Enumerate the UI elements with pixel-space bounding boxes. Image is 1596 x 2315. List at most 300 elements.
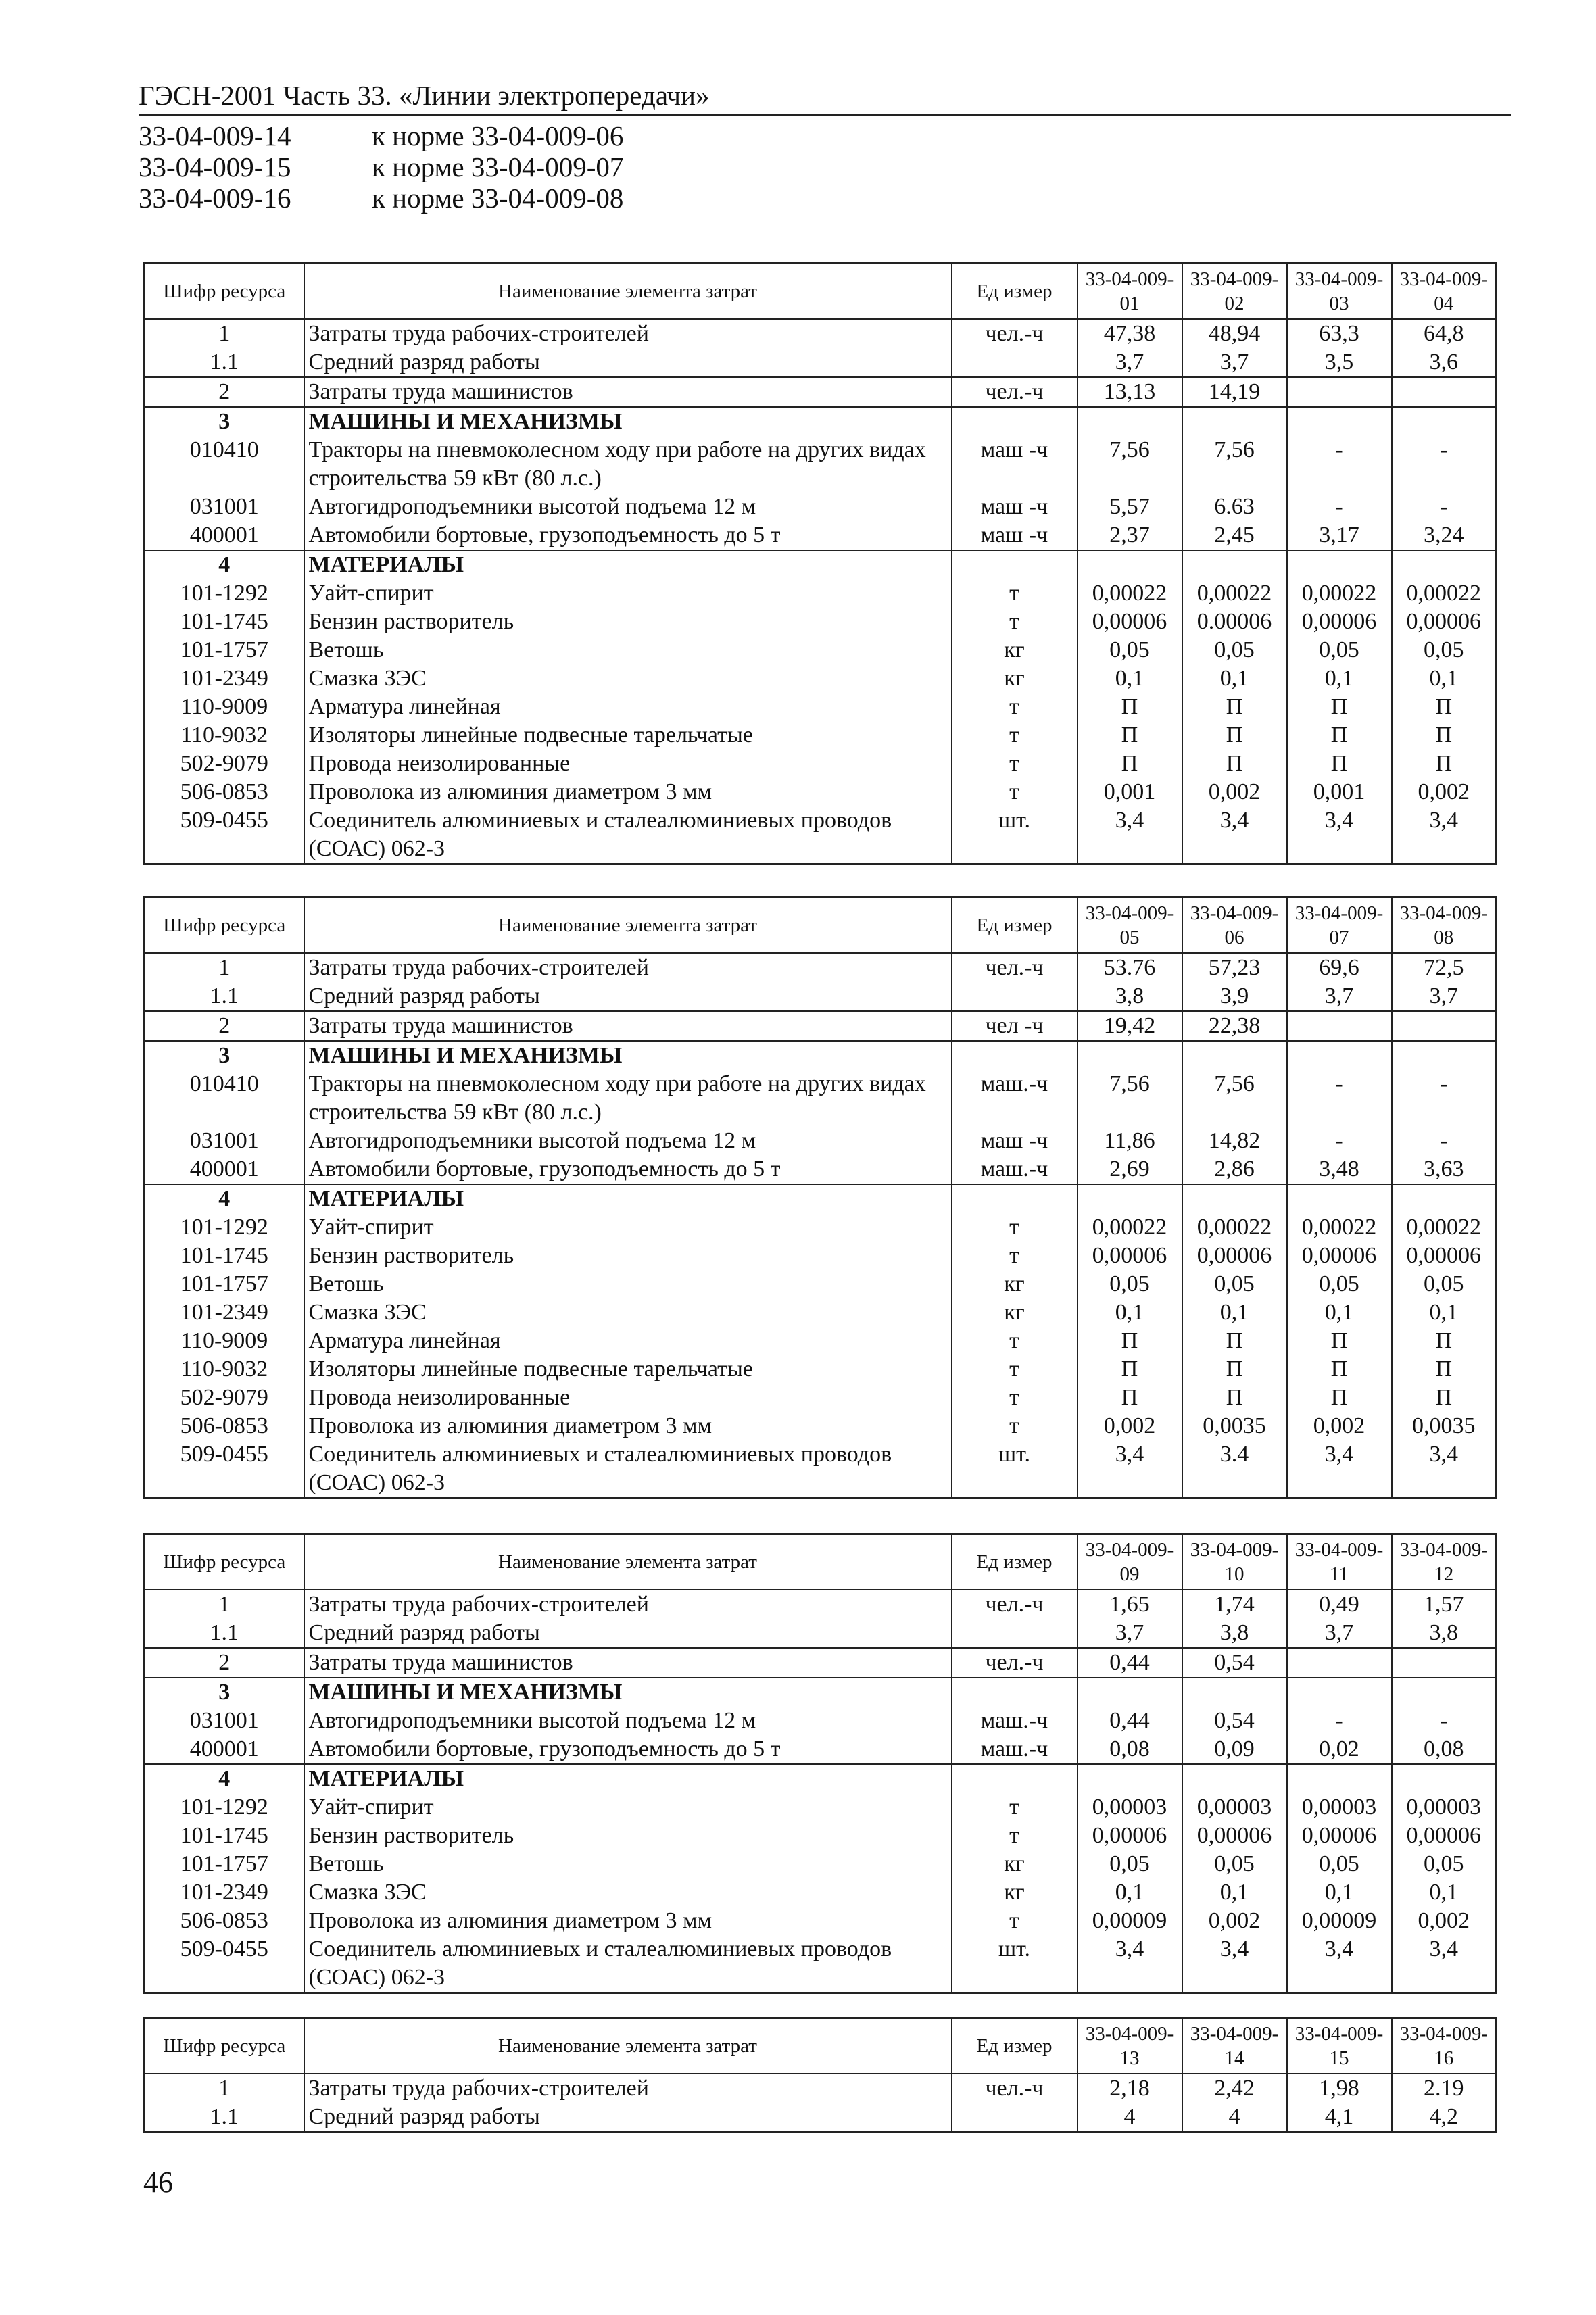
resource-code: 101-1745: [145, 1242, 304, 1270]
resource-value: [1078, 407, 1182, 436]
resource-code: 3: [145, 1678, 304, 1707]
resource-table: [143, 262, 1497, 865]
resource-code: 509-0455: [145, 1935, 304, 1993]
resource-value: 22,38: [1182, 1011, 1287, 1041]
resource-value: [1078, 1678, 1182, 1707]
resource-value: 0,00006: [1392, 1242, 1497, 1270]
table-row: [145, 1412, 1497, 1440]
resource-name: Затраты труда рабочих-строителей: [304, 319, 952, 348]
table-row: [145, 1907, 1497, 1935]
resource-value: 0,00022: [1078, 1213, 1182, 1242]
resource-value: 0,002: [1182, 778, 1287, 806]
resource-value: 0,00003: [1078, 1793, 1182, 1822]
resource-value: 0,05: [1182, 1850, 1287, 1878]
resource-value: 0,1: [1078, 1878, 1182, 1907]
resource-value: П: [1392, 693, 1497, 721]
resource-value: 0,00006: [1392, 1822, 1497, 1850]
resource-value: 0,00003: [1392, 1793, 1497, 1822]
resource-value: 0,00006: [1287, 1822, 1392, 1850]
resource-unit: [952, 2103, 1078, 2133]
resource-value: 3,4: [1392, 1440, 1497, 1498]
resource-value: 0,00009: [1078, 1907, 1182, 1935]
resource-value: 3,4: [1392, 1935, 1497, 1993]
resource-unit: маш.-ч: [952, 1735, 1078, 1764]
resource-value: 3,4: [1182, 806, 1287, 864]
resource-unit: [952, 1041, 1078, 1070]
header-code: Шифр ресурса: [145, 1534, 304, 1590]
resource-value: [1287, 1041, 1392, 1070]
table-row: [145, 636, 1497, 664]
resource-code: 110-9009: [145, 1327, 304, 1355]
resource-code: 3: [145, 1041, 304, 1070]
header-norm-code: 33-04-009-05: [1078, 898, 1182, 954]
resource-value: [1392, 1678, 1497, 1707]
resource-value: 3,6: [1392, 348, 1497, 377]
table-row: [145, 407, 1497, 436]
table-row: [145, 348, 1497, 377]
resource-code: 101-2349: [145, 664, 304, 693]
resource-table: [143, 896, 1497, 1499]
resource-value: 2,69: [1078, 1155, 1182, 1184]
resource-value: [1287, 1184, 1392, 1213]
resource-unit: маш -ч: [952, 493, 1078, 521]
reference-norm: к норме 33-04-009-06: [372, 120, 624, 151]
resource-value: 2,37: [1078, 521, 1182, 550]
table-row: [145, 1270, 1497, 1298]
resource-value: П: [1078, 1327, 1182, 1355]
resource-name: Средний разряд работы: [304, 2103, 952, 2133]
resource-value: 11,86: [1078, 1127, 1182, 1155]
resource-value: 0,44: [1078, 1648, 1182, 1678]
resource-value: 0,00022: [1182, 579, 1287, 608]
header-norm-code: 33-04-009-11: [1287, 1534, 1392, 1590]
table-row: [145, 693, 1497, 721]
resource-name: Автогидроподъемники высотой подъема 12 м: [304, 1707, 952, 1735]
resource-table: [143, 1533, 1497, 1994]
resource-code: 101-1745: [145, 608, 304, 636]
reference-norm: к норме 33-04-009-08: [372, 182, 624, 214]
resource-name: Средний разряд работы: [304, 982, 952, 1011]
resource-unit: кг: [952, 1270, 1078, 1298]
resource-value: 0,0035: [1182, 1412, 1287, 1440]
header-norm-code: 33-04-009-07: [1287, 898, 1392, 954]
resource-value: 0,02: [1287, 1735, 1392, 1764]
resource-unit: т: [952, 778, 1078, 806]
resource-unit: шт.: [952, 1440, 1078, 1498]
resource-name: Проволока из алюминия диаметром 3 мм: [304, 1907, 952, 1935]
header-norm-code: 33-04-009-15: [1287, 2018, 1392, 2074]
header-unit: Ед измер: [952, 264, 1078, 320]
resource-code: 1.1: [145, 982, 304, 1011]
resource-value: 0,00022: [1287, 579, 1392, 608]
resource-unit: маш -ч: [952, 436, 1078, 493]
header-name: Наименование элемента затрат: [304, 2018, 952, 2074]
table-row: [145, 1184, 1497, 1213]
table-header-row: [145, 898, 1497, 954]
resource-value: 2,42: [1182, 2074, 1287, 2103]
header-code: Шифр ресурса: [145, 264, 304, 320]
page-header: [139, 80, 1511, 116]
resource-name: Затраты труда рабочих-строителей: [304, 1590, 952, 1619]
resource-value: 0,1: [1392, 1878, 1497, 1907]
resource-name: Затраты труда машинистов: [304, 377, 952, 407]
resource-value: 48,94: [1182, 319, 1287, 348]
resource-code: 506-0853: [145, 1412, 304, 1440]
resource-value: 7,56: [1182, 1070, 1287, 1127]
resource-name: Изоляторы линейные подвесные тарельчатые: [304, 721, 952, 750]
resource-value: 2.19: [1392, 2074, 1497, 2103]
resource-value: 3,7: [1392, 982, 1497, 1011]
resource-value: [1078, 1184, 1182, 1213]
resource-value: 13,13: [1078, 377, 1182, 407]
resource-code: 4: [145, 550, 304, 579]
table-row: [145, 1155, 1497, 1184]
table-row: [145, 521, 1497, 550]
resource-code: 2: [145, 1648, 304, 1678]
resource-value: 4: [1182, 2103, 1287, 2133]
resource-value: 4: [1078, 2103, 1182, 2133]
resource-value: 3,8: [1078, 982, 1182, 1011]
resource-value: [1392, 550, 1497, 579]
resource-value: 72,5: [1392, 953, 1497, 982]
resource-code: 1: [145, 1590, 304, 1619]
resource-unit: чел.-ч: [952, 377, 1078, 407]
resource-value: 0,00006: [1078, 608, 1182, 636]
resource-value: [1182, 407, 1287, 436]
resource-value: 0,09: [1182, 1735, 1287, 1764]
resource-value: [1182, 550, 1287, 579]
resource-name: Арматура линейная: [304, 1327, 952, 1355]
reference-code: 33-04-009-16: [139, 182, 291, 214]
resource-value: 0,00009: [1287, 1907, 1392, 1935]
resource-code: 101-2349: [145, 1878, 304, 1907]
resource-value: П: [1392, 750, 1497, 778]
table-row: [145, 1327, 1497, 1355]
resource-code: 031001: [145, 1127, 304, 1155]
resource-name: Соединитель алюминиевых и сталеалюминиевых проводов (СОАС) 062-3: [304, 1440, 952, 1498]
resource-value: [1392, 377, 1497, 407]
page-number: 46: [143, 2166, 173, 2199]
resource-value: 0,44: [1078, 1707, 1182, 1735]
table-row: [145, 1764, 1497, 1793]
resource-unit: т: [952, 1327, 1078, 1355]
resource-value: 3,4: [1287, 806, 1392, 864]
resource-value: -: [1287, 436, 1392, 493]
resource-value: 47,38: [1078, 319, 1182, 348]
table-row: [145, 1384, 1497, 1412]
resource-value: 3,4: [1078, 1935, 1182, 1993]
resource-value: П: [1182, 750, 1287, 778]
resource-code: 400001: [145, 1735, 304, 1764]
resource-unit: [952, 1678, 1078, 1707]
resource-code: 101-1292: [145, 579, 304, 608]
resource-value: 0,05: [1287, 636, 1392, 664]
resource-value: 3,7: [1182, 348, 1287, 377]
header-name: Наименование элемента затрат: [304, 898, 952, 954]
resource-unit: [952, 1184, 1078, 1213]
table-row: [145, 1707, 1497, 1735]
resource-code: 1.1: [145, 1619, 304, 1648]
resource-value: 0,05: [1287, 1850, 1392, 1878]
resource-value: 0,05: [1287, 1270, 1392, 1298]
resource-value: 0,00003: [1287, 1793, 1392, 1822]
resource-value: 0,00006: [1287, 608, 1392, 636]
resource-value: 19,42: [1078, 1011, 1182, 1041]
resource-unit: [952, 348, 1078, 377]
table-header-row: [145, 2018, 1497, 2074]
table-row: [145, 1011, 1497, 1041]
resource-value: [1078, 1764, 1182, 1793]
table-row: [145, 1355, 1497, 1384]
reference-code: 33-04-009-14: [139, 120, 291, 151]
resource-value: 3,7: [1287, 982, 1392, 1011]
resource-code: 1: [145, 319, 304, 348]
resource-name: Уайт-спирит: [304, 1793, 952, 1822]
resource-value: -: [1392, 1707, 1497, 1735]
resource-value: 0,05: [1392, 636, 1497, 664]
resource-value: 0,05: [1182, 636, 1287, 664]
resource-value: -: [1392, 1127, 1497, 1155]
resource-unit: маш.-ч: [952, 1707, 1078, 1735]
table-row: [145, 436, 1497, 493]
resource-value: [1078, 1041, 1182, 1070]
resource-value: 0,05: [1078, 1850, 1182, 1878]
resource-name: МАТЕРИАЛЫ: [304, 550, 952, 579]
resource-value: 64,8: [1392, 319, 1497, 348]
resource-value: 3,4: [1182, 1935, 1287, 1993]
resource-unit: шт.: [952, 1935, 1078, 1993]
resource-value: 0,05: [1078, 636, 1182, 664]
resource-value: П: [1182, 1384, 1287, 1412]
header-norm-code: 33-04-009-13: [1078, 2018, 1182, 2074]
resource-name: Смазка ЗЭС: [304, 1878, 952, 1907]
resource-value: 0,05: [1182, 1270, 1287, 1298]
table-row: [145, 1440, 1497, 1498]
table-row: [145, 1242, 1497, 1270]
header-unit: Ед измер: [952, 898, 1078, 954]
resource-value: 0,54: [1182, 1648, 1287, 1678]
resource-value: 0,08: [1392, 1735, 1497, 1764]
table-row: [145, 1127, 1497, 1155]
resource-value: 5,57: [1078, 493, 1182, 521]
resource-name: Арматура линейная: [304, 693, 952, 721]
resource-value: 1,74: [1182, 1590, 1287, 1619]
resource-value: 3,9: [1182, 982, 1287, 1011]
resource-code: 101-2349: [145, 1298, 304, 1327]
resource-value: П: [1392, 1355, 1497, 1384]
resource-value: -: [1392, 1070, 1497, 1127]
header-norm-code: 33-04-009-03: [1287, 264, 1392, 320]
resource-name: Автомобили бортовые, грузоподъемность до 5 т: [304, 1735, 952, 1764]
resource-value: П: [1287, 721, 1392, 750]
table-header-row: [145, 264, 1497, 320]
resource-name: Ветошь: [304, 1850, 952, 1878]
resource-value: 63,3: [1287, 319, 1392, 348]
table-row: [145, 778, 1497, 806]
resource-value: 0,00022: [1287, 1213, 1392, 1242]
resource-unit: т: [952, 693, 1078, 721]
reference-norm: к норме 33-04-009-07: [372, 151, 624, 182]
resource-value: 0,00006: [1182, 1242, 1287, 1270]
resource-value: 57,23: [1182, 953, 1287, 982]
resource-value: 14,19: [1182, 377, 1287, 407]
resource-unit: [952, 550, 1078, 579]
resource-value: П: [1287, 750, 1392, 778]
table-row: [145, 2074, 1497, 2103]
table-row: [145, 1793, 1497, 1822]
table-row: [145, 319, 1497, 348]
resource-name: Уайт-спирит: [304, 579, 952, 608]
resource-value: 3,8: [1392, 1619, 1497, 1648]
table-row: [145, 1735, 1497, 1764]
header-unit: Ед измер: [952, 2018, 1078, 2074]
resource-unit: т: [952, 579, 1078, 608]
resource-code: 031001: [145, 1707, 304, 1735]
resource-value: [1182, 1041, 1287, 1070]
resource-name: Затраты труда рабочих-строителей: [304, 2074, 952, 2103]
header-name: Наименование элемента затрат: [304, 1534, 952, 1590]
resource-value: 3,7: [1287, 1619, 1392, 1648]
resource-unit: т: [952, 721, 1078, 750]
resource-value: [1392, 1764, 1497, 1793]
resource-value: 0,00022: [1182, 1213, 1287, 1242]
table-row: [145, 1213, 1497, 1242]
resource-value: П: [1078, 750, 1182, 778]
resource-unit: чел.-ч: [952, 953, 1078, 982]
resource-unit: кг: [952, 1878, 1078, 1907]
resource-value: П: [1392, 721, 1497, 750]
resource-unit: кг: [952, 1298, 1078, 1327]
resource-name: Бензин растворитель: [304, 608, 952, 636]
resource-code: 509-0455: [145, 1440, 304, 1498]
resource-code: 502-9079: [145, 1384, 304, 1412]
resource-name: МАТЕРИАЛЫ: [304, 1184, 952, 1213]
resource-value: П: [1392, 1384, 1497, 1412]
resource-value: 0,1: [1287, 1298, 1392, 1327]
resource-name: МАТЕРИАЛЫ: [304, 1764, 952, 1793]
resource-value: 0,00003: [1182, 1793, 1287, 1822]
resource-value: П: [1392, 1327, 1497, 1355]
resource-value: 3.4: [1182, 1440, 1287, 1498]
resource-code: 101-1292: [145, 1793, 304, 1822]
resource-unit: т: [952, 1384, 1078, 1412]
resource-value: 14,82: [1182, 1127, 1287, 1155]
resource-value: П: [1287, 1327, 1392, 1355]
resource-name: Проволока из алюминия диаметром 3 мм: [304, 1412, 952, 1440]
resource-value: 0,05: [1392, 1270, 1497, 1298]
resource-value: 2,86: [1182, 1155, 1287, 1184]
resource-code: 2: [145, 377, 304, 407]
resource-name: Затраты труда машинистов: [304, 1648, 952, 1678]
resource-code: 502-9079: [145, 750, 304, 778]
table-row: [145, 806, 1497, 864]
header-norm-code: 33-04-009-12: [1392, 1534, 1497, 1590]
resource-unit: маш -ч: [952, 1127, 1078, 1155]
resource-name: Провода неизолированные: [304, 750, 952, 778]
resource-value: П: [1182, 1355, 1287, 1384]
resource-name: Автогидроподъемники высотой подъема 12 м: [304, 1127, 952, 1155]
table-row: [145, 1590, 1497, 1619]
resource-code: 1: [145, 2074, 304, 2103]
resource-unit: т: [952, 1907, 1078, 1935]
resource-unit: т: [952, 608, 1078, 636]
resource-value: 0,00006: [1078, 1242, 1182, 1270]
resource-value: 0,1: [1078, 664, 1182, 693]
resource-name: Смазка ЗЭС: [304, 1298, 952, 1327]
header-norm-code: 33-04-009-09: [1078, 1534, 1182, 1590]
resource-name: Соединитель алюминиевых и сталеалюминиевых проводов (СОАС) 062-3: [304, 1935, 952, 1993]
resource-unit: чел.-ч: [952, 1590, 1078, 1619]
table-row: [145, 1878, 1497, 1907]
table-row: [145, 608, 1497, 636]
table-row: [145, 2103, 1497, 2133]
resource-name: Уайт-спирит: [304, 1213, 952, 1242]
resource-code: 010410: [145, 1070, 304, 1127]
resource-value: 0,1: [1392, 664, 1497, 693]
resource-code: 110-9032: [145, 721, 304, 750]
resource-value: [1392, 1041, 1497, 1070]
resource-value: 0,49: [1287, 1590, 1392, 1619]
resource-value: -: [1392, 436, 1497, 493]
resource-unit: т: [952, 1793, 1078, 1822]
table-row: [145, 664, 1497, 693]
resource-value: 0,00022: [1392, 1213, 1497, 1242]
resource-value: 0,54: [1182, 1707, 1287, 1735]
resource-value: 69,6: [1287, 953, 1392, 982]
resource-value: 0,002: [1182, 1907, 1287, 1935]
resource-unit: маш -ч: [952, 521, 1078, 550]
resource-unit: т: [952, 1213, 1078, 1242]
resource-value: 3,7: [1078, 1619, 1182, 1648]
header-norm-code: 33-04-009-04: [1392, 264, 1497, 320]
resource-name: Тракторы на пневмоколесном ходу при работе на других видах строительства 59 кВт (80 л.с.): [304, 1070, 952, 1127]
table-row: [145, 550, 1497, 579]
table-row: [145, 1041, 1497, 1070]
resource-value: 1,98: [1287, 2074, 1392, 2103]
resource-value: [1287, 550, 1392, 579]
resource-value: 6.63: [1182, 493, 1287, 521]
resource-value: 3,48: [1287, 1155, 1392, 1184]
reference-line: [139, 120, 623, 151]
resource-value: 3,8: [1182, 1619, 1287, 1648]
resource-value: 1,65: [1078, 1590, 1182, 1619]
resource-value: 3,4: [1287, 1935, 1392, 1993]
resource-name: Автомобили бортовые, грузоподъемность до 5 т: [304, 1155, 952, 1184]
resource-name: Тракторы на пневмоколесном ходу при работе на других видах строительства 59 кВт (80 л.с.): [304, 436, 952, 493]
resource-value: П: [1287, 693, 1392, 721]
header-name: Наименование элемента затрат: [304, 264, 952, 320]
resource-unit: [952, 982, 1078, 1011]
resource-code: 506-0853: [145, 1907, 304, 1935]
header-code: Шифр ресурса: [145, 898, 304, 954]
resource-value: [1287, 1764, 1392, 1793]
resource-value: 0,002: [1287, 1412, 1392, 1440]
resource-code: 101-1757: [145, 1270, 304, 1298]
resource-value: 0,002: [1392, 1907, 1497, 1935]
resource-value: П: [1287, 1384, 1392, 1412]
resource-code: 110-9009: [145, 693, 304, 721]
resource-code: 3: [145, 407, 304, 436]
header-norm-code: 33-04-009-01: [1078, 264, 1182, 320]
resource-code: 1: [145, 953, 304, 982]
resource-unit: т: [952, 750, 1078, 778]
resource-unit: [952, 407, 1078, 436]
table-row: [145, 1678, 1497, 1707]
resource-value: 0,1: [1287, 664, 1392, 693]
resource-value: 3,24: [1392, 521, 1497, 550]
header-norm-code: 33-04-009-10: [1182, 1534, 1287, 1590]
resource-value: П: [1078, 1355, 1182, 1384]
